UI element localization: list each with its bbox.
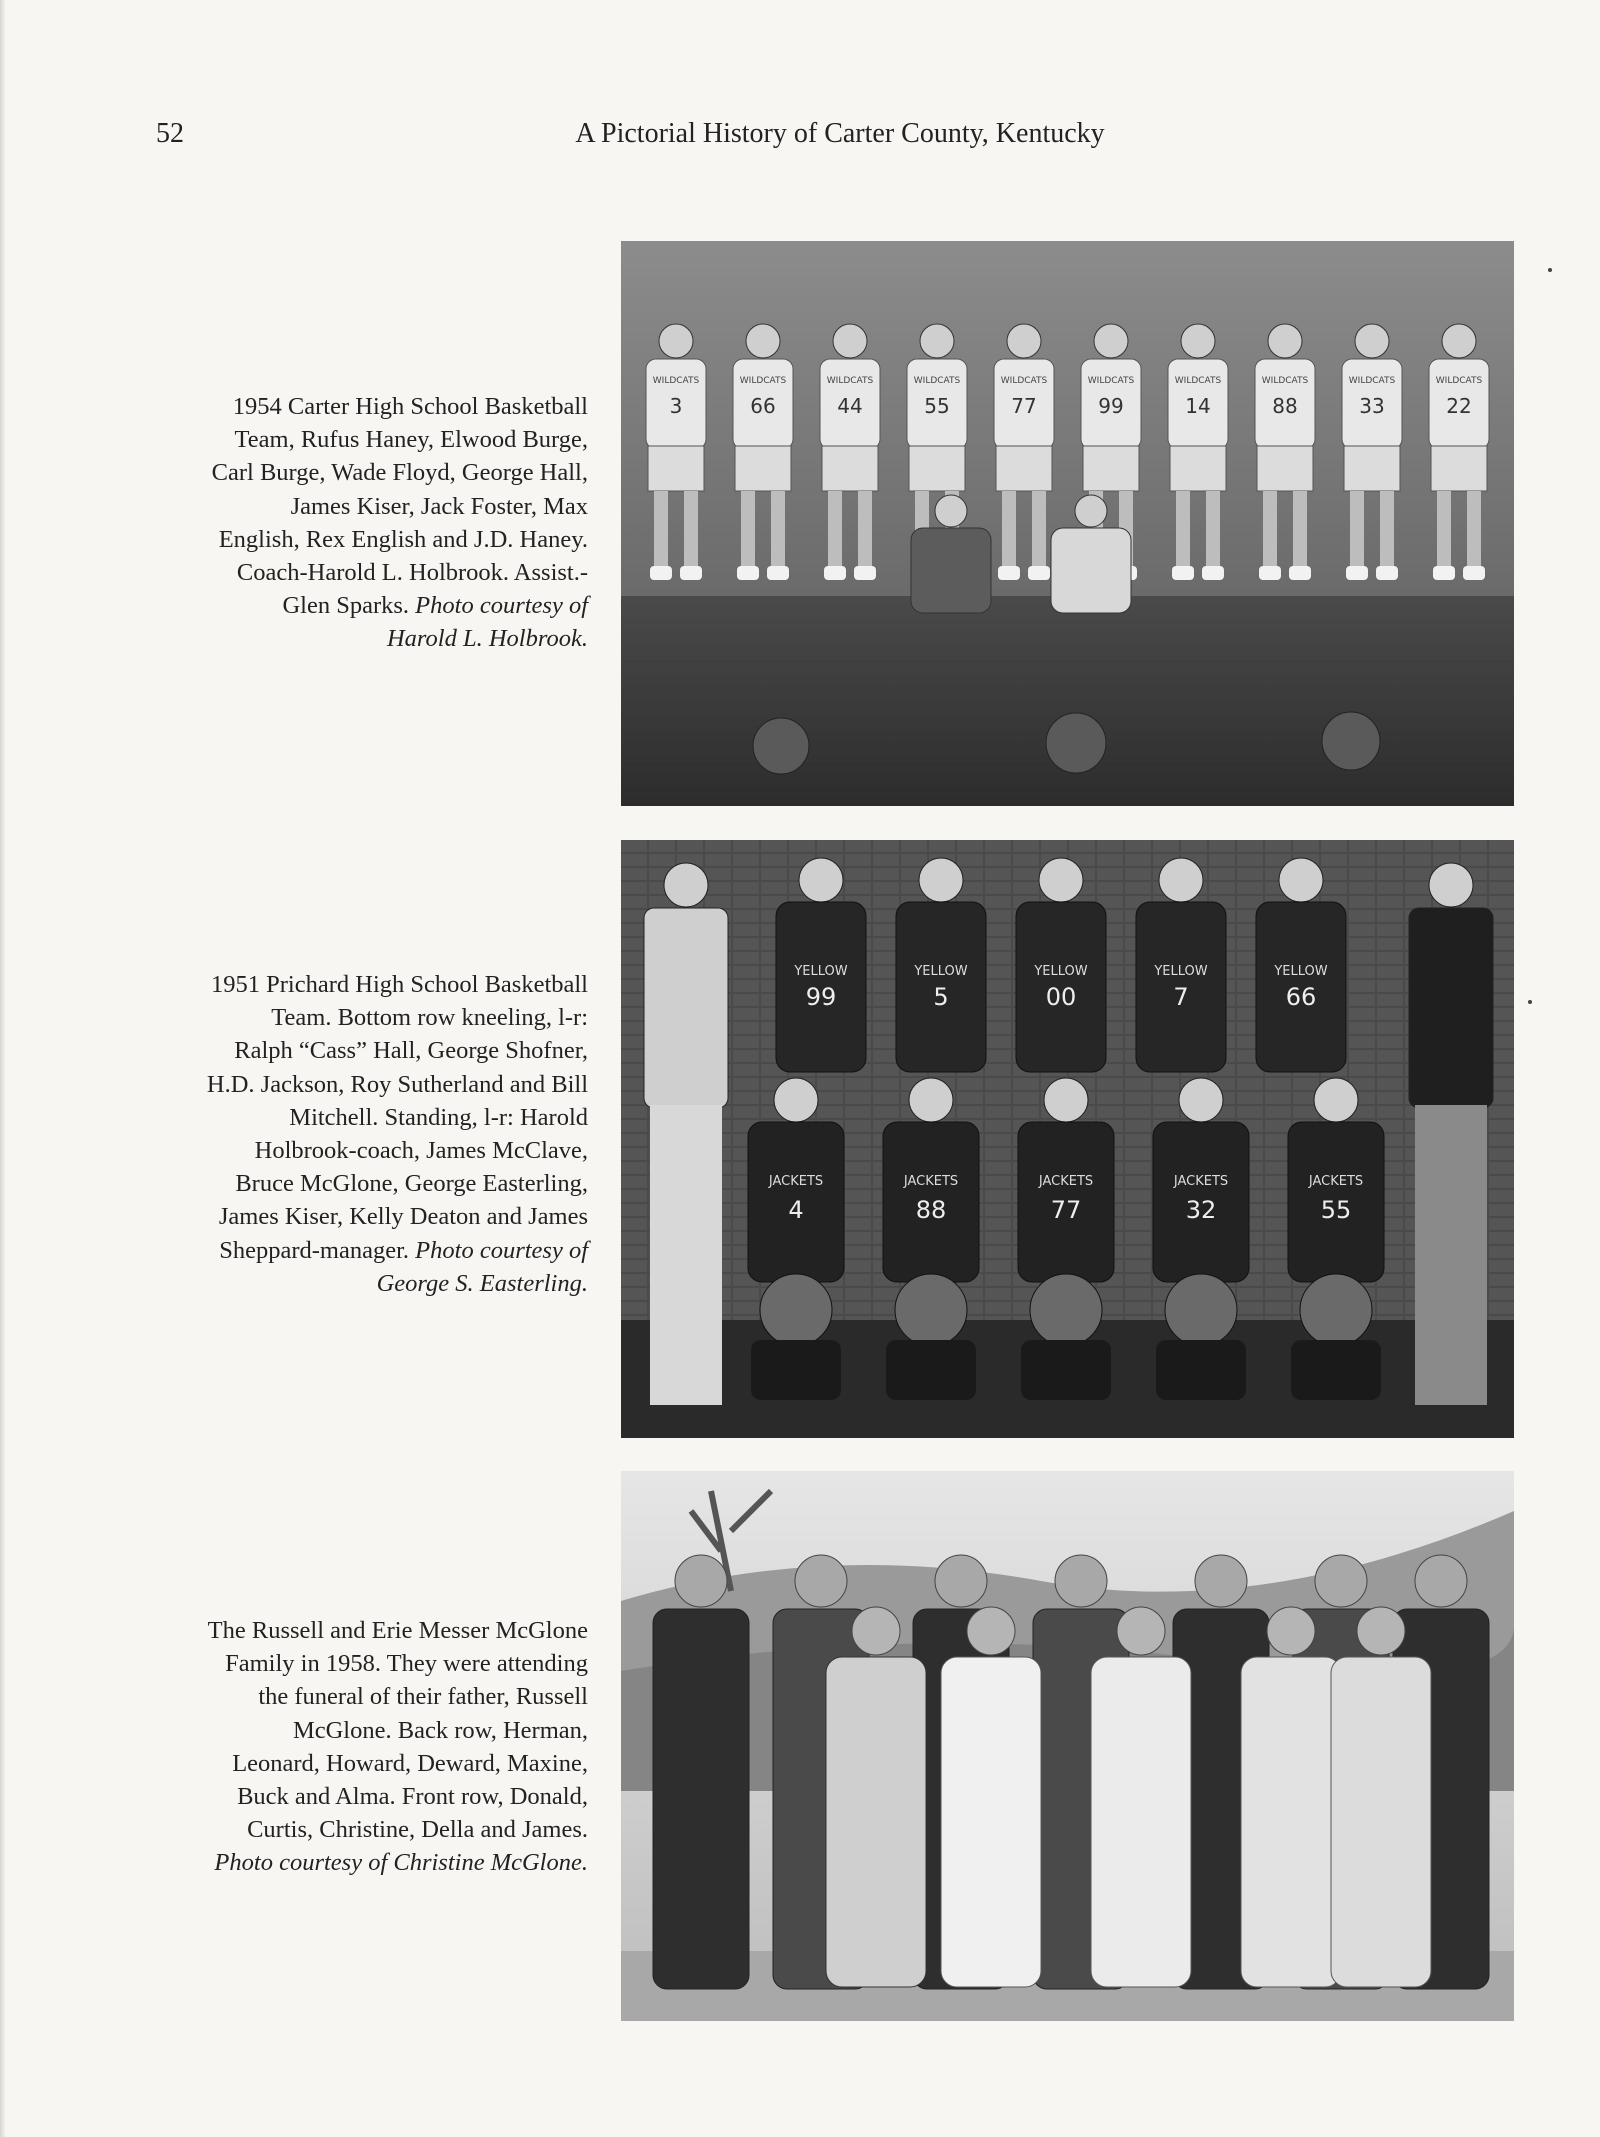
jersey-lettering: WILDCATS bbox=[1435, 376, 1483, 386]
jersey-number: 32 bbox=[1185, 1196, 1217, 1224]
jersey-lettering: JACKETS bbox=[903, 1174, 959, 1189]
player-figure bbox=[748, 1078, 844, 1400]
family-member-front-row bbox=[1091, 1607, 1191, 1987]
basketball bbox=[895, 1274, 967, 1346]
photo-prichard-team-image bbox=[621, 840, 1514, 1438]
caption-line: McGlone. Back row, Herman, bbox=[292, 1716, 588, 1744]
jersey-number: 14 bbox=[1185, 394, 1211, 418]
caption-line: Holbrook-coach, James McClave, bbox=[254, 1137, 588, 1165]
family-member-front-row bbox=[1241, 1607, 1341, 1987]
scan-speck bbox=[1548, 268, 1552, 272]
scan-edge bbox=[0, 0, 6, 2137]
family-member-front-row bbox=[941, 1607, 1041, 1987]
caption-line: English, Rex English and J.D. Haney. bbox=[218, 525, 588, 553]
photo-credit: Photo courtesy of bbox=[415, 1236, 588, 1264]
photo-prichard-team bbox=[621, 840, 1514, 1438]
caption-line: Bruce McGlone, George Easterling, bbox=[235, 1170, 588, 1198]
jersey-lettering: WILDCATS bbox=[1000, 376, 1048, 386]
jersey-lettering: YELLOW bbox=[1034, 964, 1088, 979]
caption-line: Mitchell. Standing, l-r: Harold bbox=[289, 1103, 588, 1131]
jersey-number: 33 bbox=[1359, 394, 1385, 418]
caption-line: Coach-Harold L. Holbrook. Assist.- bbox=[236, 559, 588, 587]
caption-line-with-credit bbox=[120, 589, 588, 622]
photo-carter-team bbox=[621, 241, 1514, 806]
caption-mcglone-family-1958 bbox=[120, 1614, 588, 1880]
caption-line: Sheppard-manager. bbox=[219, 1236, 410, 1264]
caption-line: Ralph “Cass” Hall, George Shofner, bbox=[234, 1037, 588, 1065]
photo-credit: Photo courtesy of bbox=[415, 592, 588, 620]
player-figure bbox=[1018, 1078, 1114, 1400]
scan-speck bbox=[1528, 1000, 1532, 1004]
jersey-number: 88 bbox=[915, 1196, 947, 1224]
jersey-lettering: YELLOW bbox=[1274, 964, 1328, 979]
jersey-lettering: WILDCATS bbox=[1348, 376, 1396, 386]
jersey-number: 99 bbox=[1098, 394, 1124, 418]
jersey-number: 66 bbox=[1285, 983, 1317, 1011]
caption-line: James Kiser, Kelly Deaton and James bbox=[218, 1203, 588, 1231]
caption-line: 1951 Prichard High School Basketball bbox=[211, 971, 588, 998]
caption-line: the funeral of their father, Russell bbox=[258, 1683, 588, 1711]
family-member-back-row bbox=[653, 1555, 749, 1989]
jersey-number: 22 bbox=[1446, 394, 1472, 418]
photo-credit: Harold L. Holbrook. bbox=[386, 625, 588, 653]
caption-line: Leonard, Howard, Deward, Maxine, bbox=[232, 1749, 588, 1777]
jersey-lettering: WILDCATS bbox=[1087, 376, 1135, 386]
jersey-lettering: YELLOW bbox=[914, 964, 968, 979]
jersey-lettering: WILDCATS bbox=[1261, 376, 1309, 386]
jersey-lettering: WILDCATS bbox=[913, 376, 961, 386]
staff-figure bbox=[1409, 863, 1493, 1405]
caption-line: James Kiser, Jack Foster, Max bbox=[290, 492, 588, 520]
jersey-lettering: YELLOW bbox=[794, 964, 848, 979]
photo-mcglone-family-image bbox=[621, 1471, 1514, 2021]
jersey-number: 88 bbox=[1272, 394, 1298, 418]
photo-mcglone-family bbox=[621, 1471, 1514, 2021]
photo-credit: Photo courtesy of Christine McGlone. bbox=[214, 1849, 588, 1877]
jersey-number: 5 bbox=[933, 983, 949, 1011]
basketball bbox=[1300, 1274, 1372, 1346]
jersey-number: 3 bbox=[669, 394, 683, 418]
jersey-number: 4 bbox=[788, 1196, 804, 1224]
photo-credit: George S. Easterling. bbox=[376, 1269, 588, 1297]
player-figure bbox=[1288, 1078, 1384, 1400]
jersey-lettering: JACKETS bbox=[1173, 1174, 1229, 1189]
caption-line: Team. Bottom row kneeling, l-r: bbox=[271, 1004, 588, 1032]
jersey-number: 99 bbox=[805, 983, 837, 1011]
basketball bbox=[1165, 1274, 1237, 1346]
jersey-number: 00 bbox=[1045, 983, 1077, 1011]
photo-carter-team-image bbox=[621, 241, 1514, 806]
jersey-lettering: YELLOW bbox=[1154, 964, 1208, 979]
player-figure bbox=[883, 1078, 979, 1400]
caption-line: Family in 1958. They were attending bbox=[225, 1650, 588, 1678]
jersey-lettering: JACKETS bbox=[1038, 1174, 1094, 1189]
caption-line: Glen Sparks. bbox=[282, 592, 410, 620]
staff-figure bbox=[644, 863, 728, 1405]
basketball bbox=[1030, 1274, 1102, 1346]
jersey-lettering: WILDCATS bbox=[739, 376, 787, 386]
caption-line: Buck and Alma. Front row, Donald, bbox=[237, 1783, 588, 1811]
jersey-lettering: JACKETS bbox=[1308, 1174, 1364, 1189]
caption-carter-1954 bbox=[120, 390, 588, 656]
caption-line: H.D. Jackson, Roy Sutherland and Bill bbox=[206, 1070, 588, 1098]
caption-line: Carl Burge, Wade Floyd, George Hall, bbox=[211, 459, 588, 487]
jersey-number: 55 bbox=[1320, 1196, 1352, 1224]
jersey-number: 77 bbox=[1050, 1196, 1082, 1224]
jersey-number: 44 bbox=[837, 394, 863, 418]
family-member-front-row bbox=[826, 1607, 926, 1987]
family-member-front-row bbox=[1331, 1607, 1431, 1987]
caption-line: 1954 Carter High School Basketball bbox=[232, 393, 588, 420]
running-header: A Pictorial History of Carter County, Kentucky bbox=[575, 118, 1105, 149]
player-figure bbox=[1153, 1078, 1249, 1400]
jersey-lettering: JACKETS bbox=[768, 1174, 824, 1189]
basketball bbox=[760, 1274, 832, 1346]
caption-line: Team, Rufus Haney, Elwood Burge, bbox=[234, 426, 588, 454]
caption-line: Curtis, Christine, Della and James. bbox=[247, 1816, 588, 1844]
caption-line: The Russell and Erie Messer McGlone bbox=[207, 1617, 588, 1644]
jersey-lettering: WILDCATS bbox=[826, 376, 874, 386]
jersey-lettering: WILDCATS bbox=[652, 376, 700, 386]
caption-prichard-1951 bbox=[120, 968, 588, 1300]
jersey-number: 55 bbox=[924, 394, 950, 418]
jersey-lettering: WILDCATS bbox=[1174, 376, 1222, 386]
jersey-number: 7 bbox=[1173, 983, 1189, 1011]
caption-line-with-credit bbox=[120, 1234, 588, 1267]
jersey-number: 77 bbox=[1011, 394, 1037, 418]
page-number: 52 bbox=[156, 118, 184, 149]
jersey-number: 66 bbox=[750, 394, 776, 418]
